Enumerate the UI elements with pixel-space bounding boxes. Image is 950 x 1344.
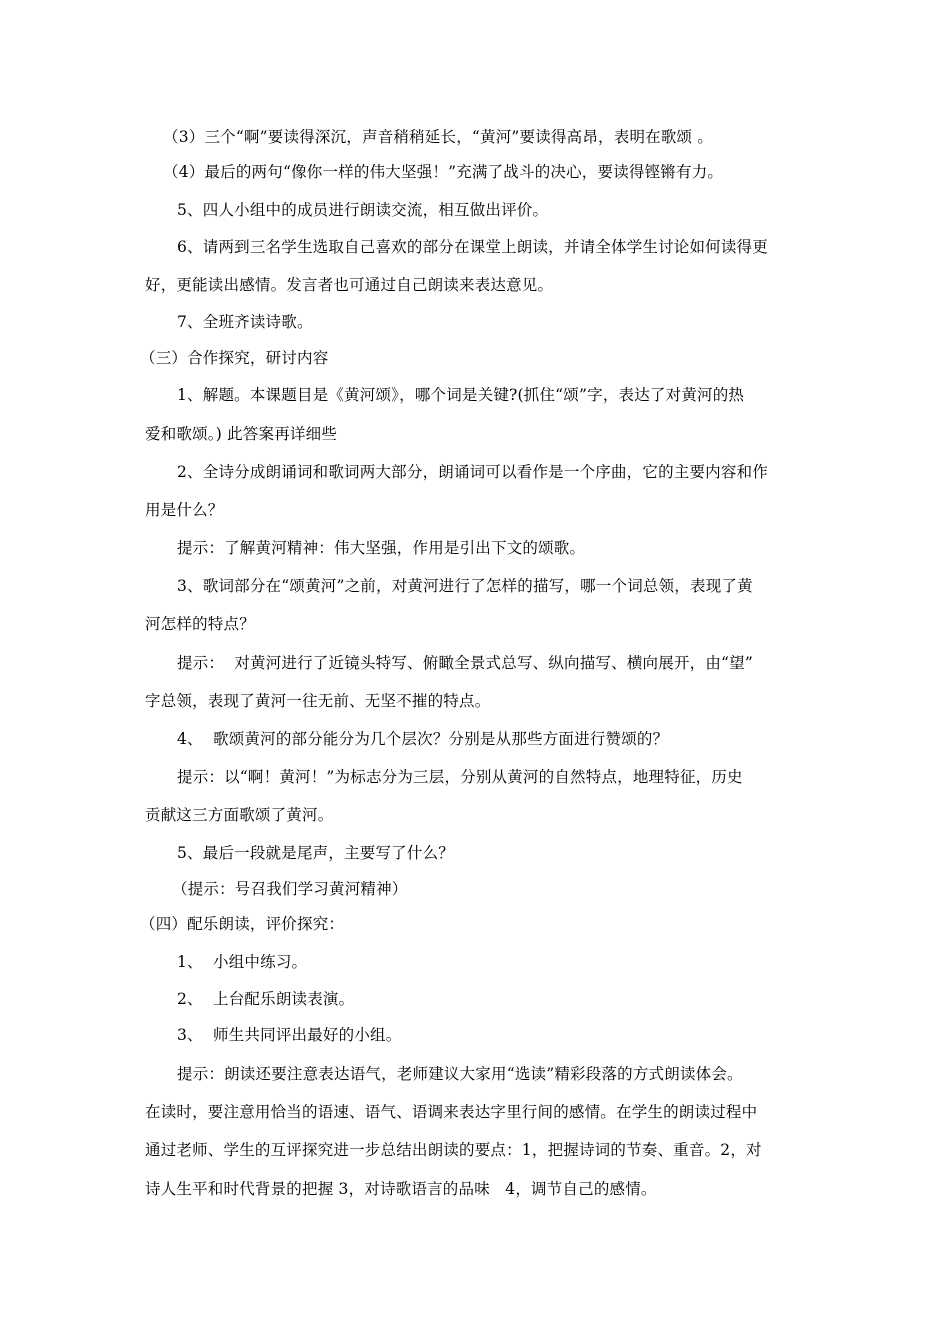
text-line: （3）三个“啊”要读得深沉，声音稍稍延长，“黄河”要读得高昂，表明在歌颂 。 [163, 128, 714, 146]
text-line: 1、解题。本课题目是《黄河颂》，哪个词是关键?(抓住“颂”字，表达了对黄河的热 [177, 386, 745, 404]
text-line: 提示：了解黄河精神：伟大坚强，作用是引出下文的颂歌。 [177, 539, 586, 557]
text-line: 好，更能读出感情。发言者也可通过自己朗读来表达意见。 [145, 276, 554, 294]
text-line: 1、 小组中练习。 [177, 953, 308, 971]
text-line: 5、最后一段就是尾声，主要写了什么？ [177, 844, 454, 862]
text-line: 爱和歌颂。) 此答案再详细些 [145, 425, 338, 443]
text-line: 诗人生平和时代背景的把握 3，对诗歌语言的品味 4，调节自己的感情。 [145, 1180, 657, 1198]
text-line: 在读时，要注意用恰当的语速、语气、语调来表达字里行间的感情。在学生的朗读过程中 [145, 1103, 758, 1121]
text-line: 3、 师生共同评出最好的小组。 [177, 1026, 402, 1044]
text-line: 3、歌词部分在“颂黄河”之前，对黄河进行了怎样的描写，哪一个词总领，表现了黄 [177, 577, 753, 595]
text-line: 7、全班齐读诗歌。 [177, 313, 313, 331]
text-line: 提示： 对黄河进行了近镜头特写、俯瞰全景式总写、纵向描写、横向展开，由“望” [177, 654, 754, 672]
section-heading: （三）合作探究，研讨内容 [140, 349, 329, 367]
text-line: 河怎样的特点？ [145, 615, 255, 633]
text-line: 5、四人小组中的成员进行朗读交流，相互做出评价。 [177, 201, 549, 219]
text-line: 提示：朗读还要注意表达语气，老师建议大家用“选读”精彩段落的方式朗读体会。 [177, 1065, 743, 1083]
text-line: 用是什么？ [145, 501, 224, 519]
text-line: （提示：号召我们学习黄河精神） [172, 880, 408, 898]
text-line: 字总领，表现了黄河一往无前、无坚不摧的特点。 [145, 692, 491, 710]
text-line: （4）最后的两句“像你一样的伟大坚强！”充满了战斗的决心，要读得铿锵有力。 [163, 163, 724, 181]
section-heading: （四）配乐朗读，评价探究： [140, 915, 345, 933]
text-line: 提示：以“啊！黄河！”为标志分为三层，分别从黄河的自然特点，地理特征，历史 [177, 768, 743, 786]
text-line: 2、全诗分成朗诵词和歌词两大部分，朗诵词可以看作是一个序曲，它的主要内容和作 [177, 463, 768, 481]
text-line: 通过老师、学生的互评探究进一步总结出朗读的要点：1，把握诗词的节奏、重音。2，对 [145, 1141, 762, 1159]
text-line: 6、请两到三名学生选取自己喜欢的部分在课堂上朗读，并请全体学生讨论如何读得更 [177, 238, 768, 256]
text-line: 2、 上台配乐朗读表演。 [177, 990, 355, 1008]
text-line: 4、 歌颂黄河的部分能分为几个层次？分别是从那些方面进行赞颂的？ [177, 730, 669, 748]
text-line: 贡献这三方面歌颂了黄河。 [145, 806, 334, 824]
